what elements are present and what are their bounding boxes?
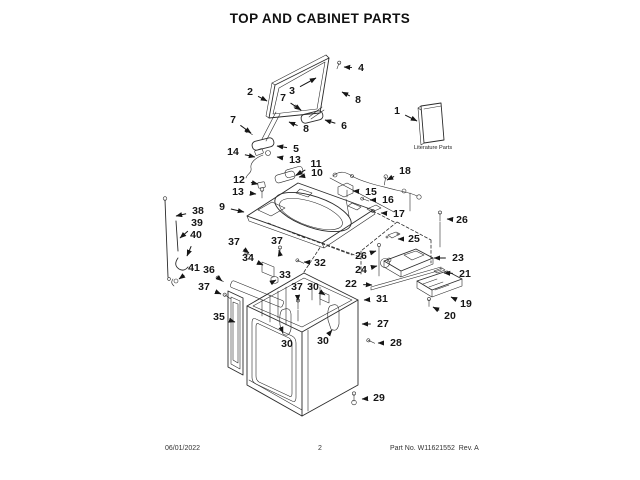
callout-30: 30 [317, 335, 329, 347]
callout-13: 13 [289, 154, 301, 166]
callout-14: 14 [227, 146, 239, 158]
wire-14 [246, 155, 263, 178]
bracket-15 [338, 183, 353, 216]
foot-29 [352, 392, 357, 405]
screw-28 [366, 338, 375, 345]
callout-11: 11 [310, 158, 322, 170]
callout-24: 24 [355, 264, 367, 276]
callout-32: 32 [314, 257, 326, 269]
callout-arrow-41 [179, 275, 184, 279]
callout-arrow-30 [323, 294, 325, 295]
callout-28: 28 [390, 337, 402, 349]
callout-arrow-5 [277, 146, 287, 148]
literature-parts-label: Literature Parts [413, 145, 453, 151]
callout-37: 37 [228, 236, 240, 248]
damper-5 [251, 137, 275, 151]
callout-arrow-37 [279, 250, 280, 253]
callout-arrow-33 [274, 280, 276, 281]
screw-20 [427, 297, 430, 306]
callout-27: 27 [377, 318, 389, 330]
callout-36: 36 [203, 264, 215, 276]
callout-5: 5 [293, 143, 299, 155]
callout-23: 23 [452, 252, 464, 264]
callout-arrow-13 [277, 157, 283, 158]
callout-41: 41 [188, 262, 200, 274]
cabinet [215, 246, 375, 416]
callout-12: 12 [233, 174, 245, 186]
callout-3: 3 [289, 85, 295, 97]
callout-arrow-9 [231, 209, 244, 212]
callout-arrow-24 [373, 266, 377, 267]
callout-4: 4 [358, 62, 364, 74]
callout-arrow-36 [218, 278, 222, 281]
callout-8: 8 [355, 94, 361, 106]
side-panel-35 [228, 291, 243, 375]
callout-38: 38 [192, 205, 204, 217]
clamp-33 [271, 277, 278, 284]
callout-20: 20 [444, 310, 456, 322]
callout-arrow-8 [289, 122, 298, 126]
callout-arrow-8 [342, 92, 350, 96]
callout-arrow-7 [291, 103, 301, 110]
corner-post-30c [328, 305, 339, 331]
callout-arrow-40 [187, 246, 191, 256]
callout-arrow-14 [245, 155, 255, 157]
screw-26a [438, 211, 441, 247]
callout-33: 33 [279, 269, 291, 281]
callout-arrow-19 [451, 297, 455, 299]
callout-21: 21 [459, 268, 471, 280]
callout-arrow-20 [433, 307, 439, 310]
screw-32 [295, 258, 304, 264]
callout-35: 35 [213, 311, 225, 323]
callout-29: 29 [373, 392, 385, 404]
screw-4 [335, 61, 341, 70]
bracket-13 [254, 148, 263, 155]
callout-arrow-6 [325, 120, 335, 123]
callout-7: 7 [280, 92, 286, 104]
callout-8: 8 [303, 123, 309, 135]
callout-39: 39 [191, 217, 203, 229]
callout-arrow-39 [180, 231, 188, 238]
rod-38 [165, 200, 168, 277]
console-tray-23 [384, 249, 433, 277]
callout-37: 37 [271, 235, 283, 247]
page-footer [0, 445, 640, 457]
footer-date: 06/01/2022 [165, 445, 201, 452]
literature-parts-book [418, 103, 444, 145]
callouts [176, 62, 472, 404]
callout-arrow-1 [405, 115, 417, 121]
corner-post-30a [320, 291, 329, 303]
callout-37: 37 [291, 281, 303, 293]
page-title: TOP AND CABINET PARTS [229, 11, 411, 26]
clip-40 [176, 258, 188, 270]
callout-22: 22 [345, 278, 357, 290]
rod-39 [176, 221, 178, 251]
callout-arrow-3 [300, 78, 316, 87]
callout-arrow-13 [250, 193, 256, 194]
callout-6: 6 [341, 120, 347, 132]
callout-arrow-30 [331, 330, 332, 332]
callout-26: 26 [355, 250, 367, 262]
callout-arrow-12 [251, 183, 258, 184]
callout-40: 40 [190, 229, 202, 241]
callout-13: 13 [232, 186, 244, 198]
callout-arrow-2 [258, 96, 267, 101]
callout-34: 34 [242, 252, 254, 264]
screw-37c [222, 292, 231, 300]
callout-arrow-18 [387, 176, 394, 180]
callout-25: 25 [408, 233, 420, 245]
bracket-25 [386, 232, 400, 238]
pin-26b [377, 243, 380, 276]
callout-arrow-37 [215, 292, 221, 294]
plate-34 [262, 262, 274, 277]
callout-1: 1 [394, 105, 400, 117]
screw-13b [260, 188, 264, 198]
callout-19: 19 [460, 298, 472, 310]
callout-arrow-26 [373, 251, 376, 252]
callout-17: 17 [393, 208, 405, 220]
callout-7: 7 [230, 114, 236, 126]
callout-31: 31 [376, 293, 388, 305]
callout-9: 9 [219, 201, 225, 213]
callout-10: 10 [311, 167, 323, 179]
lid-assembly [262, 55, 329, 141]
callout-30: 30 [281, 338, 293, 350]
callout-16: 16 [382, 194, 394, 206]
screw-37d [296, 299, 299, 321]
footer-part-number: Part No. W11621552 Rev. A [390, 445, 479, 452]
callout-2: 2 [247, 86, 253, 98]
callout-37: 37 [198, 281, 210, 293]
callout-26: 26 [456, 214, 468, 226]
callout-arrow-38 [176, 214, 186, 216]
ring-13 [266, 151, 271, 156]
callout-arrow-34 [259, 263, 263, 265]
callout-arrow-10 [299, 176, 305, 177]
cap-12 [258, 182, 266, 189]
suspension-rods [163, 197, 188, 286]
callout-18: 18 [399, 165, 411, 177]
callout-15: 15 [365, 186, 377, 198]
footer-page-number: 2 [318, 445, 322, 452]
hook-41 [172, 279, 174, 286]
callout-30: 30 [307, 281, 319, 293]
